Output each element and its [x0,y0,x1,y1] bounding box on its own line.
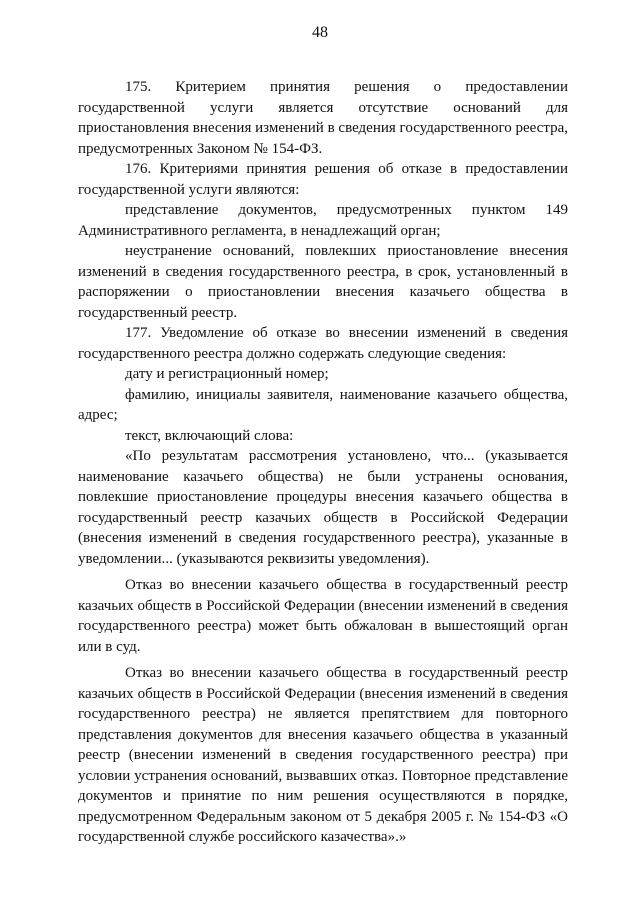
paragraph-176-item-2: неустранение оснований, повлекших приостановление внесения изменений в сведения государственного реестра, в срок, установленный в распоряжении о приостановлении внесения казачьего общества в государственный реестр. [78,243,568,321]
paragraph-175: 175. Критерием принятия решения о предоставлении государственной услуги является отсутствие оснований для приостановления внесения изменений в сведения государственного реестра, предусмотренных Законом № 154-ФЗ. [78,79,568,157]
paragraph-176-item-1: представление документов, предусмотренных пунктом 149 Административного регламента, в ненадлежащий орган; [78,202,568,239]
notice-quote: «По результатам рассмотрения установлено, что... (указывается наименование казачьего общества) не были устранены основания, повлекшие приостановление процедуры внесения казачьего общества в государственный реестр казачьих обществ в Российской Федерации (внесения изменений в сведения государственного реестра), указанные в уведомлении... (указываются реквизиты уведомления). [78,448,568,567]
paragraph-177-item-2: фамилию, инициалы заявителя, наименование казачьего общества, адрес; [78,386,568,423]
appeal-paragraph: Отказ во внесении казачьего общества в государственный реестр казачьих обществ в Российской Федерации (внесении изменений в сведения государственного реестра) может быть обжалован в вышестоящий орган или в суд. [78,577,568,655]
paragraph-177-item-3: текст, включающий слова: [125,427,294,444]
paragraph-176: 176. Критериями принятия решения об отказе в предоставлении государственной услуги являются: [78,161,568,198]
paragraph-177-item-1: дату и регистрационный номер; [125,366,329,382]
paragraph-177: 177. Уведомление об отказе во внесении изменений в сведения государственного реестра должно содержать следующие сведения: [78,325,568,362]
resubmission-paragraph: Отказ во внесении казачьего общества в государственный реестр казачьих обществ в Российской Федерации (внесения изменений в сведения государственного реестра) не является препятствием для повторного представления документов для внесения казачьего общества в указанный реестр (внесении изменений в сведения государственного реестра) при условии устранения оснований, вызвавших отказ. Повторное представление документов и принятие по ним решения осуществляются в порядке, предусмотренном Федеральным законом от 5 декабря 2005 г. № 154-ФЗ «О государственной службе российского казачества».» [78,665,568,845]
page-number: 48 [312,24,328,41]
document-body [78,77,568,848]
